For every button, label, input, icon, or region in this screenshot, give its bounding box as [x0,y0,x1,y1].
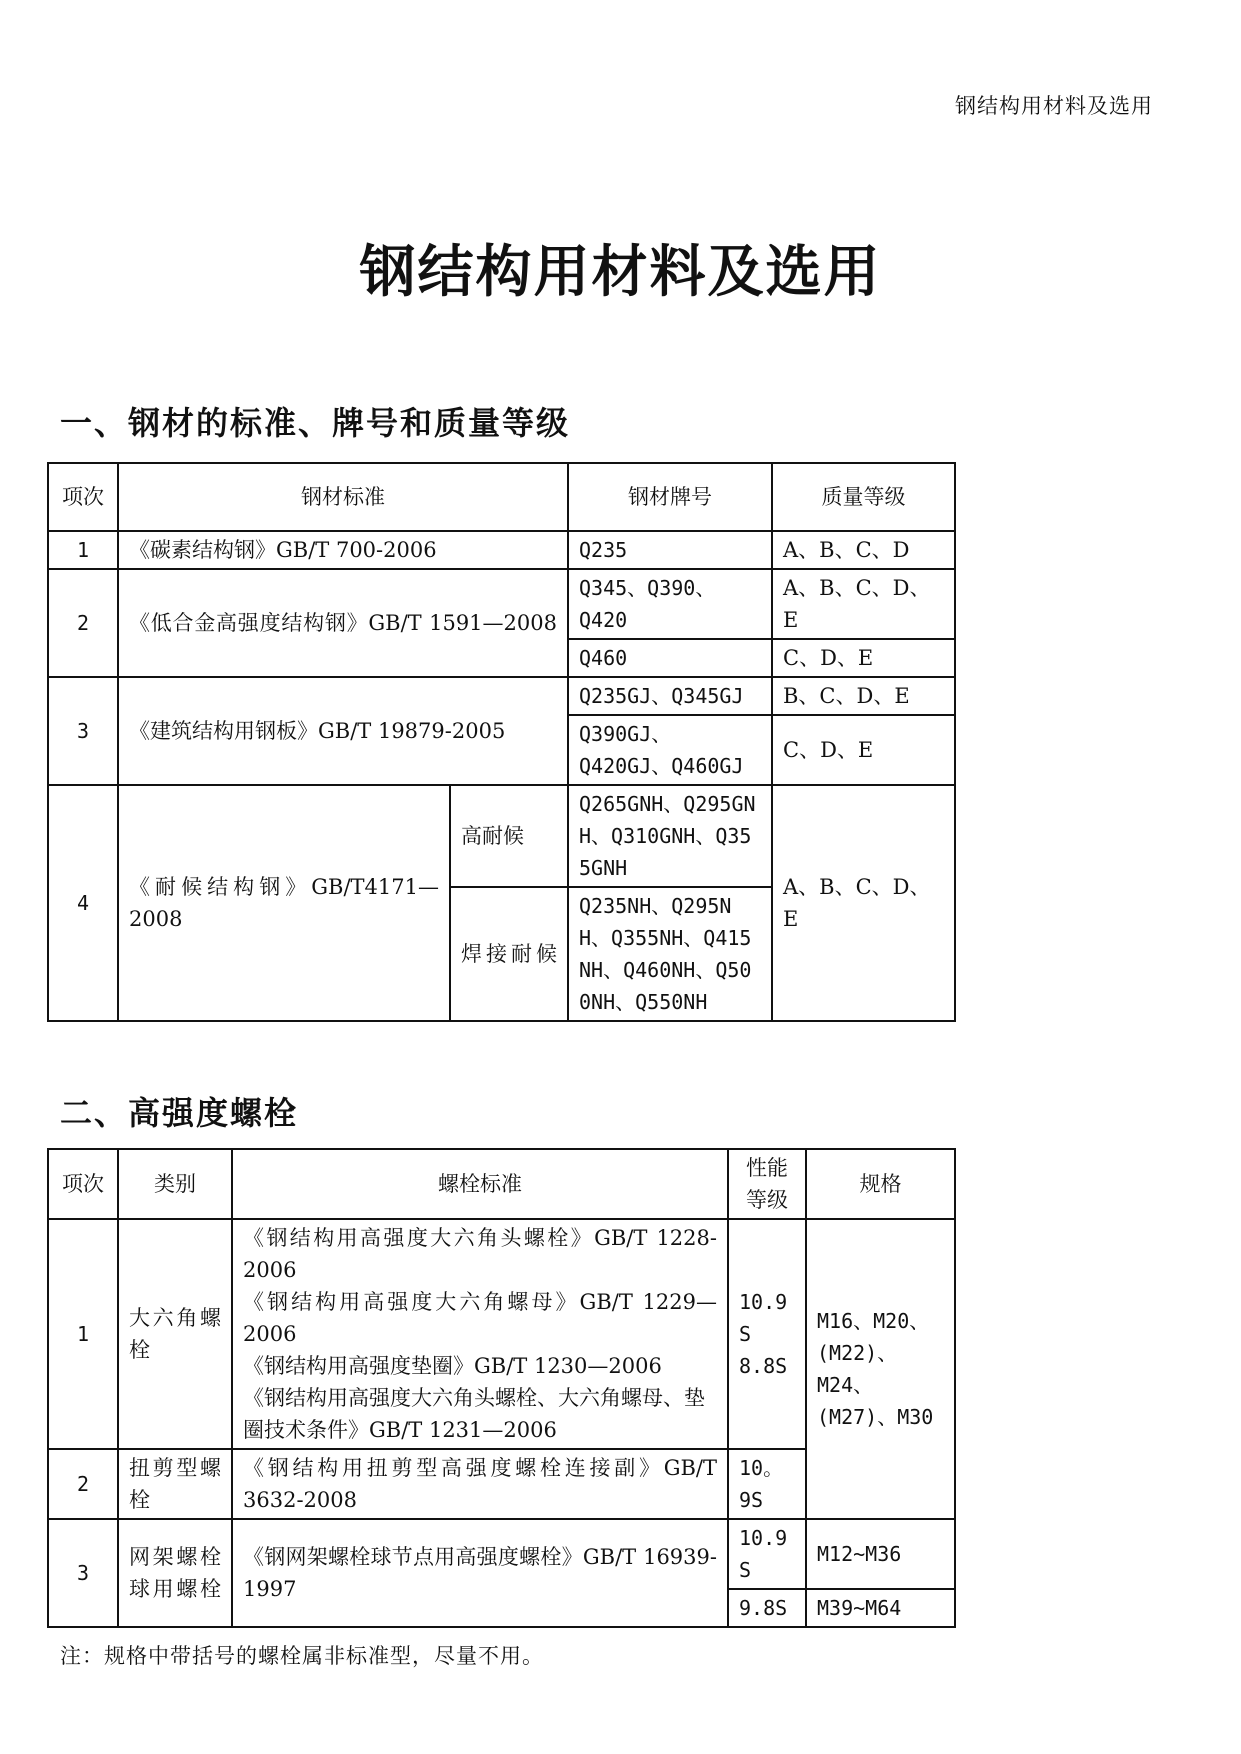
bolt-standards-table [47,1148,956,1628]
row-no: 4 [48,785,118,1021]
header-no: 项次 [48,1149,118,1219]
section-title-bolts: 二、高强度螺栓 [60,1094,299,1132]
row-grade: Q460 [568,639,772,677]
header-quality: 质量等级 [772,463,955,531]
footnote: 注：规格中带括号的螺栓属非标准型，尽量不用。 [60,1644,544,1668]
row-grade: Q345、Q390、Q420 [568,569,772,639]
running-header: 钢结构用材料及选用 [955,94,1153,118]
row-grade: Q390GJ、Q420GJ、Q460GJ [568,715,772,785]
row-spec: M12~M36 [806,1519,955,1589]
row-quality: A、B、C、D、E [772,785,955,1021]
standard-line: 《钢结构用高强度大六角头螺栓》GB/T 1228-2006 [243,1226,717,1282]
row-category: 大六角螺栓 [118,1219,232,1449]
standard-line: 《钢结构用高强度大六角螺母》GB/T 1229—2006 [243,1290,717,1346]
header-grade: 性能等级 [728,1149,806,1219]
table-row [48,785,955,887]
row-grades [728,1219,806,1449]
table-row [48,569,955,639]
row-standard: 《耐候结构钢》GB/T4171—2008 [118,785,450,1021]
table-row [48,677,955,715]
table-row [48,1519,955,1589]
row-spec: M16、M20、(M22)、M24、(M27)、M30 [806,1219,955,1519]
row-grade: Q235GJ、Q345GJ [568,677,772,715]
steel-standards-table [47,462,956,1022]
row-standard: 《建筑结构用钢板》GB/T 19879-2005 [118,677,568,785]
header-no: 项次 [48,463,118,531]
table-header-row [48,463,955,531]
row-quality: B、C、D、E [772,677,955,715]
row-quality: A、B、C、D、E [772,569,955,639]
row-category: 网架螺栓球用螺栓 [118,1519,232,1627]
row-standard: 《低合金高强度结构钢》GB/T 1591—2008 [118,569,568,677]
row-standards: 《钢结构用扭剪型高强度螺栓连接副》GB/T 3632-2008 [232,1449,728,1519]
row-subtype: 焊接耐候 [450,887,568,1021]
row-grade: Q235 [568,531,772,569]
row-quality: A、B、C、D [772,531,955,569]
grade-line: 10.9S [739,1290,788,1346]
row-no: 2 [48,1449,118,1519]
row-spec: M39~M64 [806,1589,955,1627]
row-no: 3 [48,1519,118,1627]
standard-line: 《钢结构用高强度垫圈》GB/T 1230—2006 [243,1354,662,1378]
row-no: 2 [48,569,118,677]
header-spec: 规格 [806,1149,955,1219]
row-grades: 10。9S [728,1449,806,1519]
section-title-steel: 一、钢材的标准、牌号和质量等级 [60,404,571,442]
grade-line: 8.8S [739,1354,788,1378]
row-quality: C、D、E [772,639,955,677]
header-standard: 螺栓标准 [232,1149,728,1219]
document-title: 钢结构用材料及选用 [359,240,882,305]
row-no: 3 [48,677,118,785]
table-header-row [48,1149,955,1219]
row-standards [232,1219,728,1449]
row-no: 1 [48,531,118,569]
row-grade: Q235NH、Q295NH、Q355NH、Q415NH、Q460NH、Q500NH、Q550NH [568,887,772,1021]
row-quality: C、D、E [772,715,955,785]
table-row [48,531,955,569]
row-no: 1 [48,1219,118,1449]
row-category: 扭剪型螺栓 [118,1449,232,1519]
table-row [48,1219,955,1449]
standard-line: 《钢结构用高强度大六角头螺栓、大六角螺母、垫圈技术条件》GB/T 1231—2006 [243,1386,705,1442]
row-grades: 9.8S [728,1589,806,1627]
row-grades: 10.9S [728,1519,806,1589]
header-standard: 钢材标准 [118,463,568,531]
row-standards: 《钢网架螺栓球节点用高强度螺栓》GB/T 16939-1997 [232,1519,728,1627]
row-grade: Q265GNH、Q295GNH、Q310GNH、Q355GNH [568,785,772,887]
header-category: 类别 [118,1149,232,1219]
row-subtype: 高耐候 [450,785,568,887]
header-grade: 钢材牌号 [568,463,772,531]
row-standard: 《碳素结构钢》GB/T 700-2006 [118,531,568,569]
